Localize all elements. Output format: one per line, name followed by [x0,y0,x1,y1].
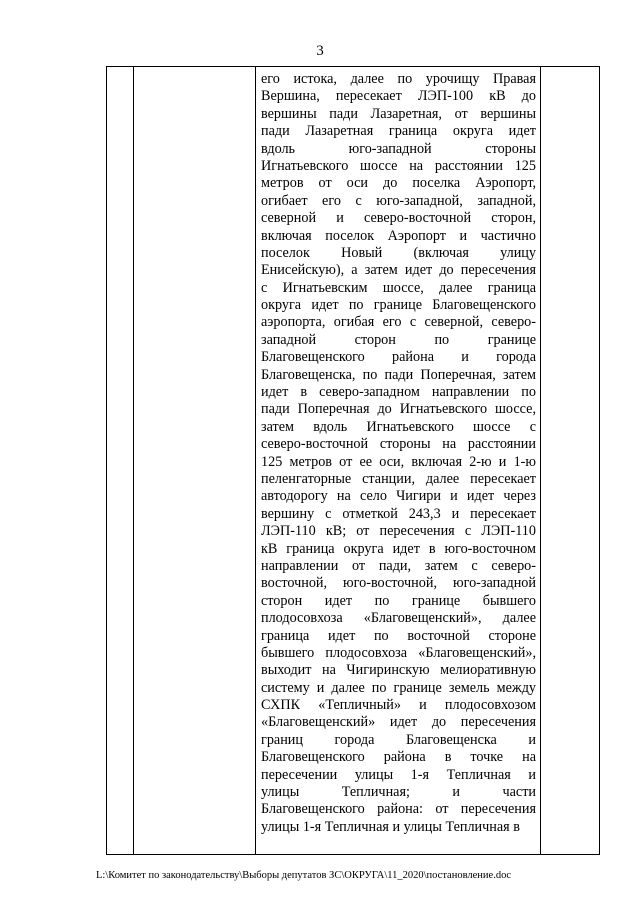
boundary-description-text [261,71,536,836]
table-cell-boundary-description [256,67,541,855]
text-line: пади Лазаретная граница округа идет [261,123,536,140]
table-cell-district [134,67,256,855]
text-line: граница идет по восточной стороне [261,627,536,644]
text-line: систему и далее по границе земель между [261,679,536,696]
text-line: аэропорта, огибая его с северной, северо- [261,314,536,331]
text-line: пеленгаторные станции, далее пересекает [261,470,536,487]
text-line: сторон идет по границе бывшего [261,592,536,609]
text-line: бывшего плодосовхоза «Благовещенский», [261,644,536,661]
text-line: Благовещенского района в точке на [261,749,536,766]
text-line: выходит на Чигиринскую мелиоративную [261,662,536,679]
text-line: вершины пади Лазаретная, от вершины [261,105,536,122]
text-line: Благовещенска, по пади Поперечная, затем [261,366,536,383]
text-line: восточной, юго-восточной, юго-западной [261,575,536,592]
text-line: поселок Новый (включая улицу [261,244,536,261]
text-line: его истока, далее по урочищу Правая [261,71,536,87]
text-line: «Благовещенский» идет до пересечения [261,714,536,731]
text-line: Благовещенского района и города [261,349,536,366]
text-line: Игнатьевского шоссе на расстоянии 125 [261,157,536,174]
text-line: автодорогу на село Чигири и идет через [261,488,536,505]
text-line: идет в северо-западном направлении по [261,384,536,401]
text-line: метров от оси до поселка Аэропорт, [261,175,536,192]
table-cell-number [107,67,134,855]
text-line: округа идет по границе Благовещенского [261,297,536,314]
text-line: с Игнатьевским шоссе, далее граница [261,279,536,296]
text-line: включая поселок Аэропорт и частично [261,227,536,244]
text-line: СХПК «Тепличный» и плодосовхозом [261,697,536,714]
document-table [106,66,600,855]
text-line: границ города Благовещенска и [261,731,536,748]
text-line: вдоль юго-западной стороны [261,140,536,157]
text-line: западной сторон по границе [261,331,536,348]
file-path-footer: L:\Комитет по законодательству\Выборы депутатов ЗС\ОКРУГА\11_2020\постановление.doc [96,870,511,881]
text-line: вершину с отметкой 243,3 и пересекает [261,505,536,522]
text-line: улицы Тепличная; и части [261,784,536,801]
text-line: направлении от пади, затем с северо- [261,557,536,574]
text-line: затем вдоль Игнатьевского шоссе с [261,418,536,435]
text-line: улицы 1-я Тепличная и улицы Тепличная в [261,818,520,835]
text-line: огибает его с юго-западной, западной, [261,192,536,209]
text-line: плодосовхоза «Благовещенский», далее [261,610,536,627]
text-line: Благовещенского района: от пересечения [261,801,536,818]
text-line: ЛЭП-110 кВ; от пересечения с ЛЭП-110 [261,523,536,540]
text-line: пересечении улицы 1-я Тепличная и [261,766,536,783]
text-line: пади Поперечная до Игнатьевского шоссе, [261,401,536,418]
text-line: Вершина, пересекает ЛЭП-100 кВ до [261,88,536,105]
text-line: Енисейскую), а затем идет до пересечения [261,262,536,279]
table-cell-notes [541,67,600,855]
page-number: 3 [316,43,324,59]
text-line: северо-восточной стороны на расстоянии [261,436,536,453]
text-line: северной и северо-восточной сторон, [261,210,536,227]
text-line: 125 метров от ее оси, включая 2-ю и 1-ю [261,453,536,470]
text-line: кВ граница округа идет в юго-восточном [261,540,536,557]
